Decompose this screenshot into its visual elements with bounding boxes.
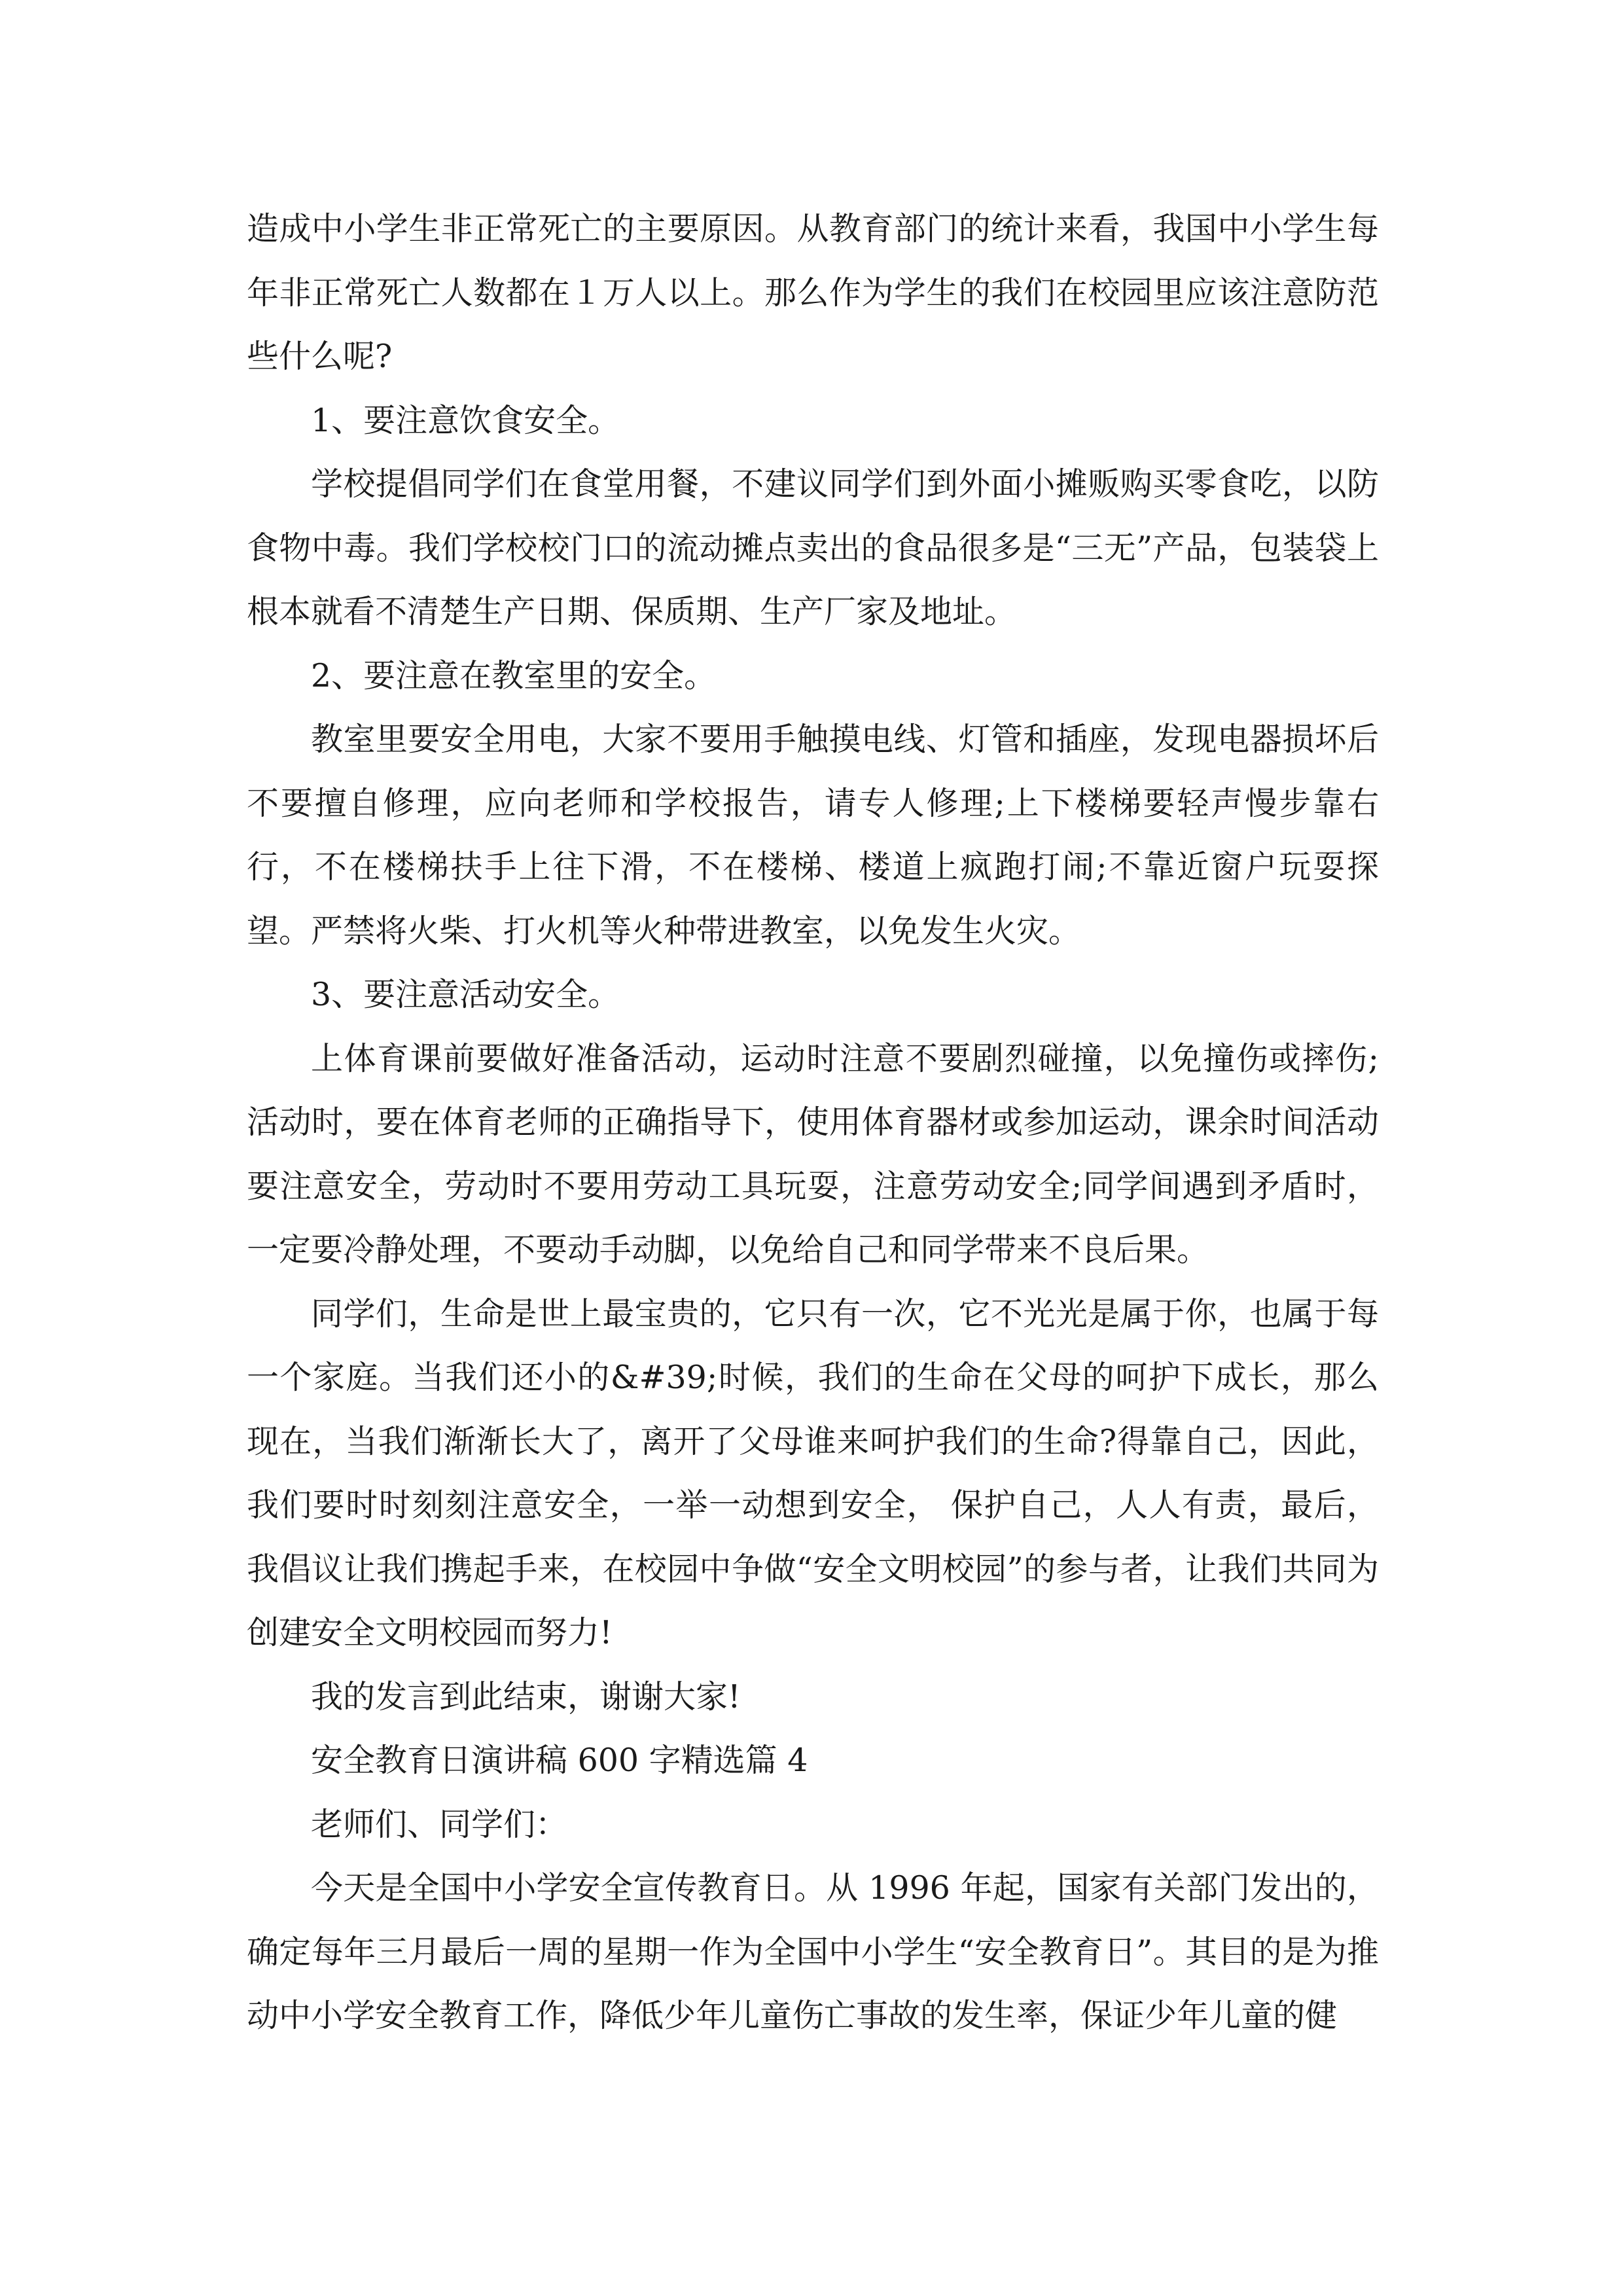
paragraph-food-safety: 学校提倡同学们在食堂用餐，不建议同学们到外面小摊贩购买零食吃，以防食物中毒。我们学校校门口的流动摊点卖出的食品很多是“三无”产品，包装袋上根本就看不清楚生产日期、保质期、生产厂家及地址。: [247, 465, 1379, 630]
paragraph-classroom-safety: 教室里要安全用电，大家不要用手触摸电线、灯管和插座，发现电器损坏后不要擅自修理，应向老师和学校报告，请专人修理;上下楼梯要轻声慢步靠右行，不在楼梯扶手上往下滑，不在楼梯、楼道上疯跑打闹;不靠近窗户玩耍探望。严禁将火柴、打火机等火种带进教室，以免发生火灾。: [247, 721, 1379, 950]
paragraph-life-precious: 同学们，生命是世上最宝贵的，它只有一次，它不光光是属于你，也属于每一个家庭。当我们还小的&#39;时候，我们的生命在父母的呵护下成长，那么现在，当我们渐渐长大了，离开了父母谁来呵护我们的生命?得靠自己，因此，我们要时时刻刻注意安全，一举一动想到安全， 保护自己，人人有责，最后，我倡议让我们携起手来，在校园中争做“安全文明校园”的参与者，让我们共同为创建安全文明校园而努力!: [247, 1295, 1379, 1651]
heading-food-safety: 1、要注意饮食安全。: [311, 401, 620, 439]
paragraph-closing: 我的发言到此结束，谢谢大家!: [311, 1677, 741, 1715]
section-title-speech-4: 安全教育日演讲稿 600 字精选篇 4: [311, 1742, 808, 1779]
paragraph-safety-day-intro: 今天是全国中小学安全宣传教育日。从 1996 年起，国家有关部门发出的，确定每年三月最后一周的星期一作为全国中小学生“安全教育日”。其目的是为推动中小学安全教育工作，降低少年儿童伤亡事故的发生率，保证少年儿童的健: [247, 1869, 1379, 2034]
paragraph-causes-of-death: 造成中小学生非正常死亡的主要原因。从教育部门的统计来看，我国中小学生每年非正常死亡人数都在１万人以上。那么作为学生的我们在校园里应该注意防范些什么呢?: [247, 210, 1379, 375]
document-body: [247, 197, 1379, 2048]
salutation: 老师们、同学们：: [311, 1805, 568, 1843]
heading-activity-safety: 3、要注意活动安全。: [311, 976, 620, 1013]
paragraph-activity-safety: 上体育课前要做好准备活动，运动时注意不要剧烈碰撞，以免撞伤或摔伤;活动时，要在体育老师的正确指导下，使用体育器材或参加运动，课余时间活动要注意安全，劳动时不要用劳动工具玩耍，注意劳动安全;同学间遇到矛盾时，一定要冷静处理，不要动手动脚，以免给自己和同学带来不良后果。: [247, 1039, 1379, 1268]
heading-classroom-safety: 2、要注意在教室里的安全。: [311, 656, 717, 694]
